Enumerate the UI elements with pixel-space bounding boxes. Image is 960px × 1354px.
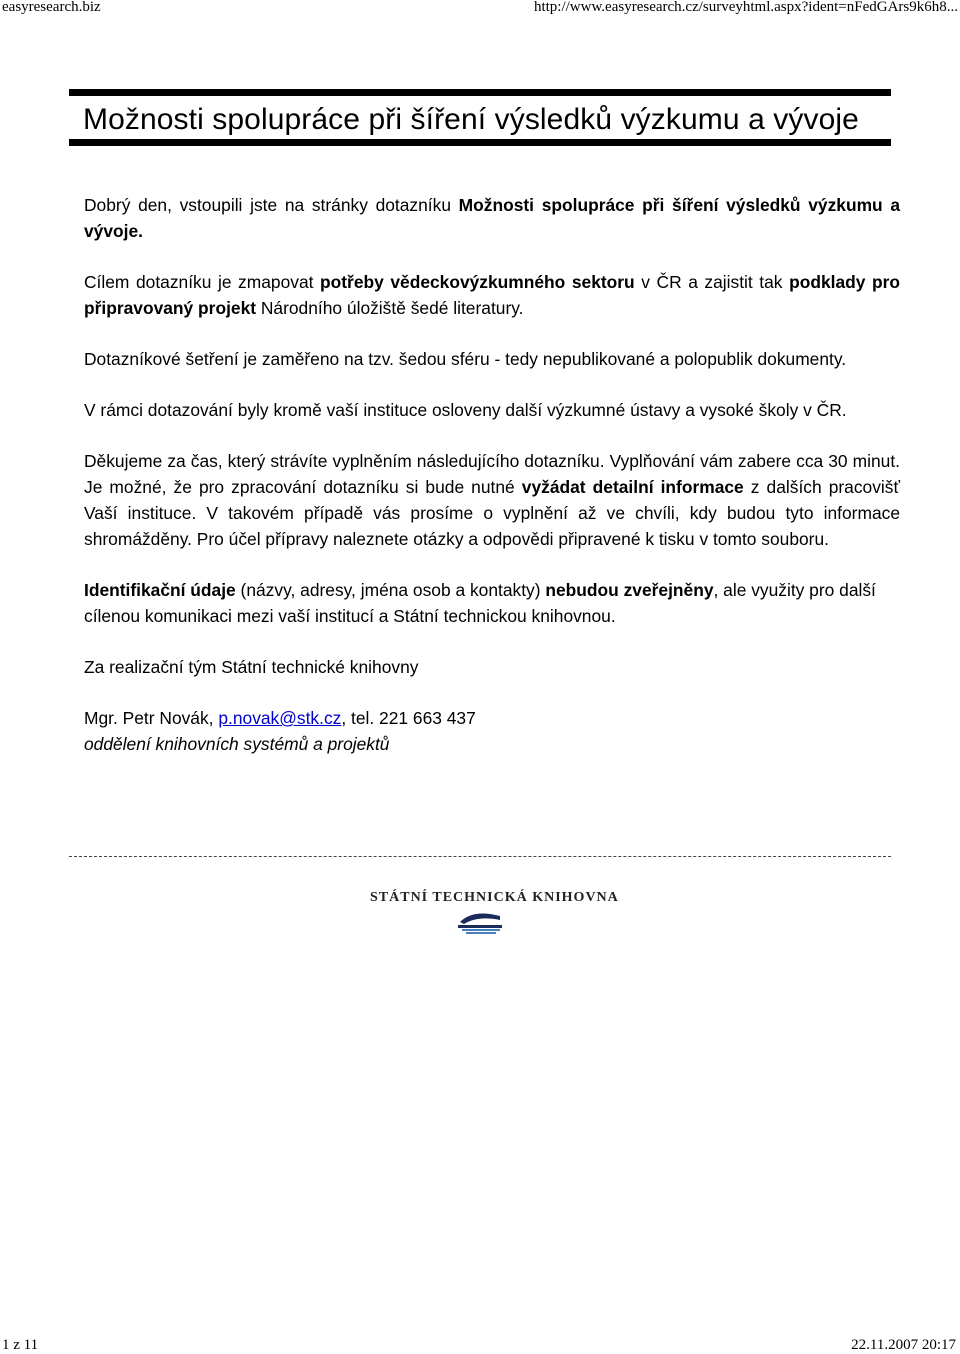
institutions-paragraph: V rámci dotazování byly kromě vaší instituce osloveny další výzkumné ústavy a vysoké školy v ČR. [84,400,847,420]
print-footer [0,1336,960,1354]
survey-name: Možnosti spolupráce při šíření výsledků výzkumu a vývoje. [84,195,900,241]
thanks-paragraph [84,448,900,552]
thanks-text-2: z dalších pracovišť Vaší instituce. V takovém případě vás prosíme o vyplnění až ve chvíli, kdy budou tyto informace shromážděny. Pro účel přípravy naleznete otázky a odpovědi připravené k tisku v tomto souboru. [84,477,901,549]
privacy-text-2: , ale využity pro další cílenou komunikaci mezi vaší institucí a Státní technickou knihovnou. [84,580,876,626]
privacy-bold-1: Identifikační údaje [84,580,236,600]
goal-paragraph [84,269,900,321]
scope-paragraph: Dotazníkové šetření je zaměřeno na tzv. šedou sféru - tedy nepublikované a polopublik dokumenty. [84,349,847,369]
signature-phone: , tel. 221 663 437 [341,708,476,728]
page-title: Možnosti spolupráce při šíření výsledků výzkumu a vývoje [83,103,859,136]
goal-text-1: Cílem dotazníku je zmapovat [84,272,321,292]
print-header-site: easyresearch.biz [2,0,101,15]
signature-name: Mgr. Petr Novák, [84,708,219,728]
print-header [0,0,960,16]
main-content [84,192,900,782]
intro-text: Dobrý den, vstoupili jste na stránky dotazníku [84,195,459,215]
stk-logo [370,890,619,940]
page-number: 1 z 11 [2,1337,39,1353]
thanks-text-1: Děkujeme za čas, který strávíte vyplněním následujícího dotazníku. Vyplňování vám zabere cca 30 minut. Je možné, že pro zpracování dotazníku si bude nutné [84,451,900,497]
goal-bold-2: podklady pro připravovaný projekt [84,272,900,318]
privacy-paragraph [84,577,900,629]
goal-bold-1: potřeby vědeckovýzkumného sektoru [320,272,635,292]
print-datetime: 22.11.2007 20:17 [851,1337,956,1353]
goal-text-2: v ČR a zajistit tak [634,272,790,292]
print-header-url: http://www.easyresearch.cz/surveyhtml.aspx?ident=nFedGArs9k6h8... [533,0,958,15]
thanks-bold: vyžádat detailní informace [521,477,744,497]
privacy-bold-2: nebudou zveřejněny [545,580,714,600]
privacy-text-1: (názvy, adresy, jména osob a kontakty) [235,580,546,600]
goal-text-3: Národního úložiště šedé literatury. [256,298,524,318]
team-paragraph: Za realizační tým Státní technické knihovny [84,657,419,677]
signature [84,705,900,757]
title-block [69,89,891,146]
email-link[interactable]: p.novak@stk.cz [218,708,342,728]
dashed-separator [69,856,891,857]
stk-logo-icon [456,908,504,936]
signature-department: oddělení knihovních systémů a projektů [84,734,390,754]
intro-paragraph [84,192,900,244]
logo-text: STÁTNÍ TECHNICKÁ KNIHOVNA [370,890,619,905]
